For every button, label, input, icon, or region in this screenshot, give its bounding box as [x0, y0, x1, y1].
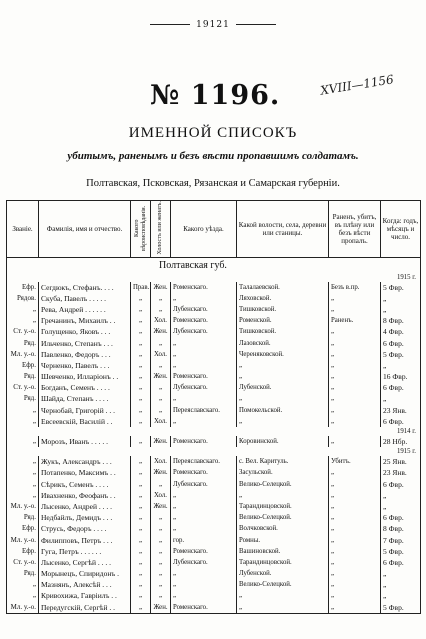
table-row: [7, 512, 421, 523]
cell-date: 8 Фвр.: [381, 315, 421, 326]
cell-religion: „: [131, 479, 151, 490]
year-marker-row: [7, 427, 421, 436]
cell-date: 6 Фвр.: [381, 337, 421, 348]
header-village: Какой волости, села, деревни или станицы.: [237, 201, 329, 258]
cell-rank: „: [7, 590, 39, 601]
cell-rank: Ряд.: [7, 371, 39, 382]
cell-status: „: [329, 436, 381, 447]
cell-status: Безъ в.пр.: [329, 282, 381, 293]
cell-status: „: [329, 293, 381, 304]
cell-district: Лубенскаго.: [171, 326, 237, 337]
cell-date: „: [381, 304, 421, 315]
cell-village: Лубенской.: [237, 382, 329, 393]
cell-religion: „: [131, 315, 151, 326]
table-row: [7, 405, 421, 416]
section-title: Полтавская губ.: [159, 259, 227, 271]
cell-marital-status: „: [151, 479, 171, 490]
cell-status: „: [329, 546, 381, 557]
cell-village: Велико-Селецкой.: [237, 579, 329, 590]
cell-rank: „: [7, 479, 39, 490]
cell-rank: Ефр.: [7, 523, 39, 534]
cell-marital-status: Жен.: [151, 326, 171, 337]
cell-religion: „: [131, 534, 151, 545]
cell-rank: Ефр.: [7, 282, 39, 293]
cell-rank: Ст. у.-о.: [7, 557, 39, 568]
cell-full-name: Сѣрикъ, Семенъ . . . .: [39, 479, 131, 490]
table-header-row: [7, 201, 421, 258]
table-row: [7, 371, 421, 382]
table-row: [7, 349, 421, 360]
cell-religion: „: [131, 579, 151, 590]
table-row: [7, 326, 421, 337]
cell-district: Роменскаго.: [171, 467, 237, 478]
cell-district: „: [171, 579, 237, 590]
table-row: [7, 534, 421, 545]
cell-status: „: [329, 304, 381, 315]
cell-date: 5 Фвр.: [381, 602, 421, 614]
cell-village: Тарандинцовской.: [237, 501, 329, 512]
cell-district: „: [171, 360, 237, 371]
cell-status: „: [329, 393, 381, 404]
cell-religion: „: [131, 456, 151, 467]
cell-village: Засульской.: [237, 467, 329, 478]
cell-marital-status: „: [151, 512, 171, 523]
cell-date: „: [381, 490, 421, 501]
cell-full-name: Богданъ, Семенъ . . . .: [39, 382, 131, 393]
header-religion: [131, 201, 151, 258]
header-status: Раненъ, убитъ, въ плѣну или безъ вѣсти пропалъ.: [329, 201, 381, 258]
cell-rank: Мл. у.-о.: [7, 349, 39, 360]
cell-district: Переяславскаго.: [171, 456, 237, 467]
cell-district: Роменскаго.: [171, 282, 237, 293]
cell-full-name: Лысенко, Сергѣй . . . .: [39, 557, 131, 568]
cell-village: Тишковской.: [237, 304, 329, 315]
cell-status: „: [329, 479, 381, 490]
header-marital-status: [151, 201, 171, 258]
cell-rank: Ряд.: [7, 337, 39, 348]
cell-village: „: [237, 416, 329, 427]
cell-village: Тишковской.: [237, 326, 329, 337]
cell-marital-status: „: [151, 405, 171, 416]
cell-rank: Рядов.: [7, 293, 39, 304]
cell-full-name: Рева, Андрей . . . . . .: [39, 304, 131, 315]
provinces-line: Полтавская, Псковская, Рязанская и Самарская губерніи.: [86, 178, 340, 189]
cell-marital-status: „: [151, 304, 171, 315]
cell-date: 25 Янв.: [381, 456, 421, 467]
cell-rank: „: [7, 405, 39, 416]
cell-religion: „: [131, 371, 151, 382]
cell-village: „: [237, 490, 329, 501]
cell-district: гор.: [171, 534, 237, 545]
cell-marital-status: Жен.: [151, 467, 171, 478]
cell-marital-status: Жен.: [151, 602, 171, 614]
table-row: [7, 546, 421, 557]
cell-marital-status: Хол.: [151, 490, 171, 501]
cell-date: 6 Фвр.: [381, 557, 421, 568]
cell-marital-status: „: [151, 590, 171, 601]
cell-rank: „: [7, 416, 39, 427]
cell-date: „: [381, 360, 421, 371]
cell-marital-status: Жен.: [151, 282, 171, 293]
table-row: [7, 523, 421, 534]
cell-date: 4 Фвр.: [381, 326, 421, 337]
year-marker-row: [7, 273, 421, 282]
table-row: [7, 568, 421, 579]
table-row: [7, 579, 421, 590]
cell-full-name: Ильченко, Степанъ . . .: [39, 337, 131, 348]
cell-full-name: Павленко, Федоръ . . .: [39, 349, 131, 360]
cell-marital-status: Жен.: [151, 501, 171, 512]
cell-full-name: Гуга, Петръ . . . . . .: [39, 546, 131, 557]
cell-marital-status: „: [151, 523, 171, 534]
cell-religion: „: [131, 326, 151, 337]
cell-full-name: Чернобай, Григорій . . .: [39, 405, 131, 416]
cell-district: „: [171, 490, 237, 501]
page-number: 19121: [196, 20, 230, 30]
table-row: [7, 393, 421, 404]
table-row: [7, 304, 421, 315]
cell-religion: „: [131, 557, 151, 568]
cell-village: Тарандинцовской.: [237, 557, 329, 568]
cell-full-name: Сегдюкъ, Стефанъ. . . .: [39, 282, 131, 293]
cell-full-name: Жукъ, Александръ . . .: [39, 456, 131, 467]
year-marker-row: [7, 447, 421, 456]
cell-district: Лубенскаго.: [171, 557, 237, 568]
cell-village: Вашиновской.: [237, 546, 329, 557]
cell-religion: „: [131, 304, 151, 315]
cell-rank: „: [7, 467, 39, 478]
cell-rank: Ст. у.-о.: [7, 382, 39, 393]
cell-village: Помокельской.: [237, 405, 329, 416]
document-number: № 1196.: [150, 80, 281, 111]
cell-marital-status: „: [151, 360, 171, 371]
cell-marital-status: „: [151, 337, 171, 348]
cell-district: Роменскаго.: [171, 436, 237, 447]
table-row: [7, 282, 421, 293]
cell-date: 23 Янв.: [381, 405, 421, 416]
cell-marital-status: Жен.: [151, 436, 171, 447]
header-district: Какого уѣзда.: [171, 201, 237, 258]
cell-full-name: Морынецъ, Спиридонъ .: [39, 568, 131, 579]
cell-district: Роменскаго.: [171, 602, 237, 614]
casualty-register-table: [6, 200, 421, 614]
cell-religion: „: [131, 393, 151, 404]
cell-village: „: [237, 590, 329, 601]
cell-marital-status: Хол.: [151, 456, 171, 467]
cell-village: с. Вел. Каритуль.: [237, 456, 329, 467]
cell-religion: Прав.: [131, 282, 151, 293]
cell-date: „: [381, 568, 421, 579]
cell-status: „: [329, 579, 381, 590]
cell-district: Роменскаго.: [171, 546, 237, 557]
cell-religion: „: [131, 602, 151, 614]
cell-full-name: Мазнянъ, Алексѣй . . .: [39, 579, 131, 590]
cell-full-name: Недбайлъ, Демидъ . . .: [39, 512, 131, 523]
table-row: [7, 490, 421, 501]
cell-marital-status: „: [151, 579, 171, 590]
cell-status: „: [329, 568, 381, 579]
year-marker: 1914 г.: [7, 427, 421, 436]
cell-status: „: [329, 360, 381, 371]
cell-status: „: [329, 349, 381, 360]
cell-district: „: [171, 416, 237, 427]
header-rank: Званіе.: [7, 201, 39, 258]
cell-religion: „: [131, 523, 151, 534]
cell-marital-status: „: [151, 546, 171, 557]
cell-date: 6 Фвр.: [381, 382, 421, 393]
cell-village: „: [237, 371, 329, 382]
cell-status: „: [329, 371, 381, 382]
table-row: [7, 436, 421, 447]
cell-village: „: [237, 360, 329, 371]
header-marital-status-text: Холостъ или женатъ.: [157, 201, 163, 255]
cell-date: 6 Фвр.: [381, 512, 421, 523]
cell-village: „: [237, 393, 329, 404]
handwritten-note: XVIII—1156: [319, 72, 395, 98]
cell-full-name: Ивахненко, Феофанъ . .: [39, 490, 131, 501]
cell-religion: „: [131, 568, 151, 579]
document-title: ИМЕННОЙ СПИСОКЪ: [128, 125, 298, 141]
cell-rank: „: [7, 315, 39, 326]
table-body: [7, 258, 421, 614]
cell-district: „: [171, 512, 237, 523]
table-row: [7, 382, 421, 393]
cell-full-name: Голущенко, Яковъ . . .: [39, 326, 131, 337]
table-row: [7, 456, 421, 467]
cell-full-name: Скуба, Павелъ . . . . .: [39, 293, 131, 304]
cell-full-name: Струсь, Федоръ . . . .: [39, 523, 131, 534]
cell-marital-status: „: [151, 382, 171, 393]
cell-religion: „: [131, 546, 151, 557]
table-row: [7, 479, 421, 490]
cell-rank: Ряд.: [7, 512, 39, 523]
cell-village: „: [237, 602, 329, 614]
cell-district: „: [171, 590, 237, 601]
cell-district: Переяславскаго.: [171, 405, 237, 416]
cell-status: „: [329, 405, 381, 416]
cell-rank: Мл. у.-о.: [7, 534, 39, 545]
cell-rank: Мл. у.-о.: [7, 501, 39, 512]
document-subtitle: убитымъ, раненымъ и безъ вѣсти пропавшимъ солдатамъ.: [67, 150, 359, 162]
cell-religion: „: [131, 436, 151, 447]
cell-village: Волчковской.: [237, 523, 329, 534]
table-row: [7, 602, 421, 614]
cell-district: Лубенскаго.: [171, 304, 237, 315]
year-marker: 1915 г.: [7, 273, 421, 282]
cell-village: Ляховской.: [237, 293, 329, 304]
cell-marital-status: Хол.: [151, 315, 171, 326]
table-row: [7, 337, 421, 348]
cell-rank: Ефр.: [7, 546, 39, 557]
cell-marital-status: „: [151, 534, 171, 545]
cell-religion: „: [131, 490, 151, 501]
cell-village: Ромны.: [237, 534, 329, 545]
cell-status: „: [329, 416, 381, 427]
cell-marital-status: „: [151, 557, 171, 568]
cell-full-name: Потапенко, Максимъ . .: [39, 467, 131, 478]
cell-rank: Ряд.: [7, 393, 39, 404]
cell-rank: Ст. у.-о.: [7, 326, 39, 337]
cell-religion: „: [131, 293, 151, 304]
cell-date: 23 Янв.: [381, 467, 421, 478]
cell-status: Убитъ.: [329, 456, 381, 467]
cell-religion: „: [131, 467, 151, 478]
table-row: [7, 315, 421, 326]
cell-full-name: Лысенко, Андрей . . . .: [39, 501, 131, 512]
cell-status: „: [329, 512, 381, 523]
table-row: [7, 501, 421, 512]
cell-village: Лазовской.: [237, 337, 329, 348]
table-row: [7, 360, 421, 371]
cell-village: Коровинской.: [237, 436, 329, 447]
cell-full-name: Евсеевскій, Василій . .: [39, 416, 131, 427]
cell-rank: „: [7, 456, 39, 467]
cell-district: Лубенскаго.: [171, 479, 237, 490]
table-row: [7, 293, 421, 304]
cell-date: 5 Фвр.: [381, 546, 421, 557]
cell-status: „: [329, 467, 381, 478]
cell-district: „: [171, 568, 237, 579]
cell-full-name: Морозъ, Иванъ . . . . .: [39, 436, 131, 447]
page-number-right-rule: [236, 24, 276, 25]
cell-status: „: [329, 501, 381, 512]
header-date: Когда: годъ, мѣсяцъ и число.: [381, 201, 421, 258]
cell-status: „: [329, 326, 381, 337]
cell-rank: „: [7, 436, 39, 447]
cell-district: Роменскаго.: [171, 315, 237, 326]
cell-status: „: [329, 382, 381, 393]
cell-date: 5 Фвр.: [381, 349, 421, 360]
cell-district: „: [171, 349, 237, 360]
cell-full-name: Кривохижа, Гавріилъ . .: [39, 590, 131, 601]
cell-marital-status: „: [151, 293, 171, 304]
table-row: [7, 557, 421, 568]
cell-village: Череняковской.: [237, 349, 329, 360]
cell-full-name: Шевченко, Илларіонъ . .: [39, 371, 131, 382]
page-number-left-rule: [150, 24, 190, 25]
cell-religion: „: [131, 590, 151, 601]
cell-marital-status: Хол.: [151, 349, 171, 360]
cell-date: 16 Фвр.: [381, 371, 421, 382]
cell-religion: „: [131, 405, 151, 416]
cell-full-name: Филипповъ, Петръ . . .: [39, 534, 131, 545]
header-full-name: Фамилія, имя и отчество.: [39, 201, 131, 258]
year-marker: 1915 г.: [7, 447, 421, 456]
cell-district: „: [171, 337, 237, 348]
cell-district: „: [171, 293, 237, 304]
table-row: [7, 467, 421, 478]
cell-date: 6 Фвр.: [381, 416, 421, 427]
cell-date: 6 Фвр.: [381, 479, 421, 490]
cell-date: 5 Фвр.: [381, 282, 421, 293]
section-row: [7, 258, 421, 273]
cell-marital-status: „: [151, 393, 171, 404]
cell-status: „: [329, 490, 381, 501]
cell-district: Лубенскаго.: [171, 382, 237, 393]
cell-religion: „: [131, 416, 151, 427]
cell-religion: „: [131, 512, 151, 523]
cell-full-name: Черненко, Павелъ . . .: [39, 360, 131, 371]
cell-rank: Ефр.: [7, 360, 39, 371]
cell-rank: Ряд.: [7, 568, 39, 579]
cell-date: „: [381, 393, 421, 404]
cell-status: „: [329, 523, 381, 534]
cell-district: Роменскаго.: [171, 371, 237, 382]
cell-status: „: [329, 337, 381, 348]
cell-date: 7 Фвр.: [381, 534, 421, 545]
cell-village: Велико-Селецкой.: [237, 512, 329, 523]
cell-status: „: [329, 534, 381, 545]
page-number-line: [0, 20, 426, 30]
cell-rank: Мл. у.-о.: [7, 602, 39, 614]
cell-religion: „: [131, 337, 151, 348]
cell-full-name: Гречанинъ, Михаилъ . .: [39, 315, 131, 326]
cell-date: „: [381, 579, 421, 590]
cell-religion: „: [131, 501, 151, 512]
cell-village: Лубенской.: [237, 568, 329, 579]
cell-marital-status: Жен.: [151, 371, 171, 382]
cell-rank: „: [7, 304, 39, 315]
cell-district: „: [171, 393, 237, 404]
cell-date: „: [381, 293, 421, 304]
cell-status: Раненъ.: [329, 315, 381, 326]
cell-district: „: [171, 501, 237, 512]
header-religion-text: Какого вѣроисповѣданія.: [133, 205, 147, 251]
cell-date: 8 Фвр.: [381, 523, 421, 534]
cell-religion: „: [131, 349, 151, 360]
cell-marital-status: „: [151, 568, 171, 579]
cell-district: „: [171, 523, 237, 534]
cell-marital-status: Хол.: [151, 416, 171, 427]
cell-full-name: Передугскій, Сергѣй . .: [39, 602, 131, 614]
cell-religion: „: [131, 360, 151, 371]
cell-village: Талалаевской.: [237, 282, 329, 293]
cell-full-name: Шайда, Степанъ . . . .: [39, 393, 131, 404]
section-cell: [7, 258, 421, 273]
cell-status: „: [329, 557, 381, 568]
cell-status: „: [329, 602, 381, 614]
table-row: [7, 590, 421, 601]
table-row: [7, 416, 421, 427]
cell-date: 28 Нбр.: [381, 436, 421, 447]
cell-village: Роменской.: [237, 315, 329, 326]
cell-village: Велико-Селецкой.: [237, 479, 329, 490]
cell-religion: „: [131, 382, 151, 393]
cell-rank: „: [7, 579, 39, 590]
cell-rank: „: [7, 490, 39, 501]
cell-date: „: [381, 590, 421, 601]
cell-date: „: [381, 501, 421, 512]
cell-status: „: [329, 590, 381, 601]
